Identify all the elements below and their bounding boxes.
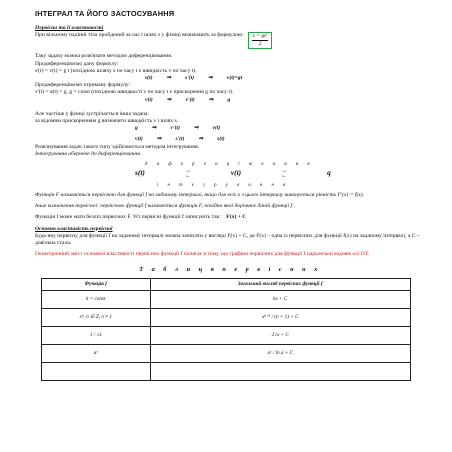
chain-arrow: ⇒ xyxy=(198,136,204,143)
table-row xyxy=(42,344,411,362)
chain-arrow: ⇒ xyxy=(156,136,162,143)
chain-term: s'(t) xyxy=(185,75,195,82)
paragraph-derivative-acceleration: v'(t) = a(t) = g, g = const (похідною швидкості v по часу t є прискорення g по часу t). xyxy=(35,89,234,96)
paragraph-inverse-problem: Але частіше у фізиці зустрічається інша задача: xyxy=(35,110,149,117)
table-cell: k = const xyxy=(42,290,151,308)
paragraph-free-fall: При вільному падінні тіла пройдений за час t шлях s у фізиці визначають за формулою: xyxy=(35,32,244,39)
chain-arrow: ⇒ xyxy=(166,96,172,103)
table-cell: kx + C xyxy=(150,290,411,308)
definition-antiderivative: Функція F називається первісною для функції f на заданому інтервалі, якщо для всіх x з цього інтервалу виконується рівність F'(x) = f(x). xyxy=(35,192,365,199)
chain-term: s(t) xyxy=(217,136,225,143)
table-row xyxy=(42,326,411,344)
table-cell: 1 / √x xyxy=(42,326,151,344)
chain-acceleration-velocity xyxy=(135,125,425,132)
table-cell: 2√x + C xyxy=(150,326,411,344)
table-cell: xⁿ⁺¹ / (n + 1) + C xyxy=(150,308,411,326)
paragraph-main-property: Будь-яку первісну для функції f на заданому інтервалі можна записати у вигляді F(x) + C, де F(x) – одна із первісних для функції f(x) на заданому інтервалі, а C – довільна стала. xyxy=(35,232,420,247)
chain-term: v'(t) xyxy=(185,96,195,103)
chain-term: g xyxy=(227,96,231,103)
table-cell xyxy=(150,362,411,380)
section-heading-main-property: Основна властивість первісної xyxy=(35,225,113,232)
chain-term: v(t)=gt xyxy=(226,75,243,82)
chain-velocity-position xyxy=(135,136,425,143)
chain-term: v(t) xyxy=(135,136,143,143)
definition-antiderivative-alt: Інше визначення первісної: первісною функції f називається функція F, похідна якої дорівнює даній функції f. xyxy=(35,203,294,210)
chain-arrow: ⇒ xyxy=(151,125,157,132)
differentiation-integration-diagram xyxy=(35,158,425,192)
paragraph-find-velocity-path: за відомим прискоренням g визначити швидкість v і шлях s. xyxy=(35,118,179,125)
chain-term: g xyxy=(135,125,138,132)
chain-term: s(t) xyxy=(145,75,153,82)
free-fall-paragraph xyxy=(35,32,425,49)
big-chain-term: q xyxy=(327,168,331,178)
chain-arrow: ⇒ xyxy=(208,75,213,82)
formula-numerator: s = gt² xyxy=(252,33,268,40)
paragraph-integration-inverse: Інтегрування обернене до диференціювання. xyxy=(35,150,142,157)
chain-term: v(t) xyxy=(145,96,153,103)
chain-position-velocity xyxy=(145,75,425,82)
double-arrow-icon: → ← xyxy=(281,168,288,180)
chain-velocity-acceleration xyxy=(145,97,425,104)
chain-arrow: ⇒ xyxy=(193,125,199,132)
section-heading-antiderivative: Первісна та її властивості xyxy=(35,25,104,32)
table-cell: xⁿ, n ∈ Z, n ≠ 1 xyxy=(42,308,151,326)
double-arrow-icon: → ← xyxy=(184,168,191,180)
table-row xyxy=(42,290,411,308)
paragraph-integration-method: Розв'язування задач такого типу здійснюється методом інтегрування. xyxy=(35,143,200,150)
table-header-row xyxy=(42,278,411,290)
antiderivatives-table xyxy=(41,278,411,381)
free-fall-formula-box xyxy=(248,32,273,49)
table-header: Функція f xyxy=(42,278,151,290)
differentiation-label: д и ф е р е н ц і ю в а н н я xyxy=(145,162,314,168)
table-title: Т а б л и ц я п е р в і с н и х xyxy=(139,266,321,274)
paragraph-differentiate-formula: Продиференціюємо дану формулу: xyxy=(35,60,119,67)
paragraph-derivative-velocity: s'(t) = v(t) = g t (похідною шляху s по часу t є швидкість v по часу t). xyxy=(35,67,197,74)
paragraph-differentiation-method: Таку задачу можна розв'язати методом диференціювання. xyxy=(35,53,173,60)
document-page xyxy=(35,10,425,381)
big-chain-term: s(t) xyxy=(135,168,145,178)
chain-arrow: ⇒ xyxy=(166,75,172,82)
formula-fraction xyxy=(252,33,269,48)
chain-term: v(t) xyxy=(212,125,221,132)
general-antiderivative-formula: F(x) + C xyxy=(226,214,247,221)
paragraph-infinite-antiderivatives xyxy=(35,214,425,221)
chain-term: v'(t) xyxy=(170,125,180,132)
integration-label: і н т е г р у в а н н я xyxy=(157,183,290,189)
chain-arrow: ⇒ xyxy=(208,96,214,103)
table-cell: aˣ xyxy=(42,344,151,362)
table-row xyxy=(42,308,411,326)
chain-term: s'(t) xyxy=(175,136,185,143)
paragraph-geometric-meaning: Геометричний зміст основної властивості первісних функції f полягає в тому, що графіки первісних для функції f паралельні вздовж осі OY. xyxy=(35,251,370,258)
table-row xyxy=(42,362,411,380)
big-chain-term: v(t) xyxy=(230,168,242,178)
formula-denominator: 2 xyxy=(258,41,262,48)
table-header: Загальний вигляд первісних функції f xyxy=(150,278,411,290)
document-title: ІНТЕГРАЛ ТА ЙОГО ЗАСТОСУВАННЯ xyxy=(35,9,175,18)
paragraph-differentiate-again: Продиференціюємо отриману формулу: xyxy=(35,82,131,89)
big-chain-row xyxy=(135,169,331,179)
table-cell xyxy=(42,362,151,380)
infinite-antiderivatives-text: Функція f може мати безліч первісних F. Усі первісні функції f записують так: xyxy=(35,214,221,221)
table-cell: aˣ / ln a + C xyxy=(150,344,411,362)
